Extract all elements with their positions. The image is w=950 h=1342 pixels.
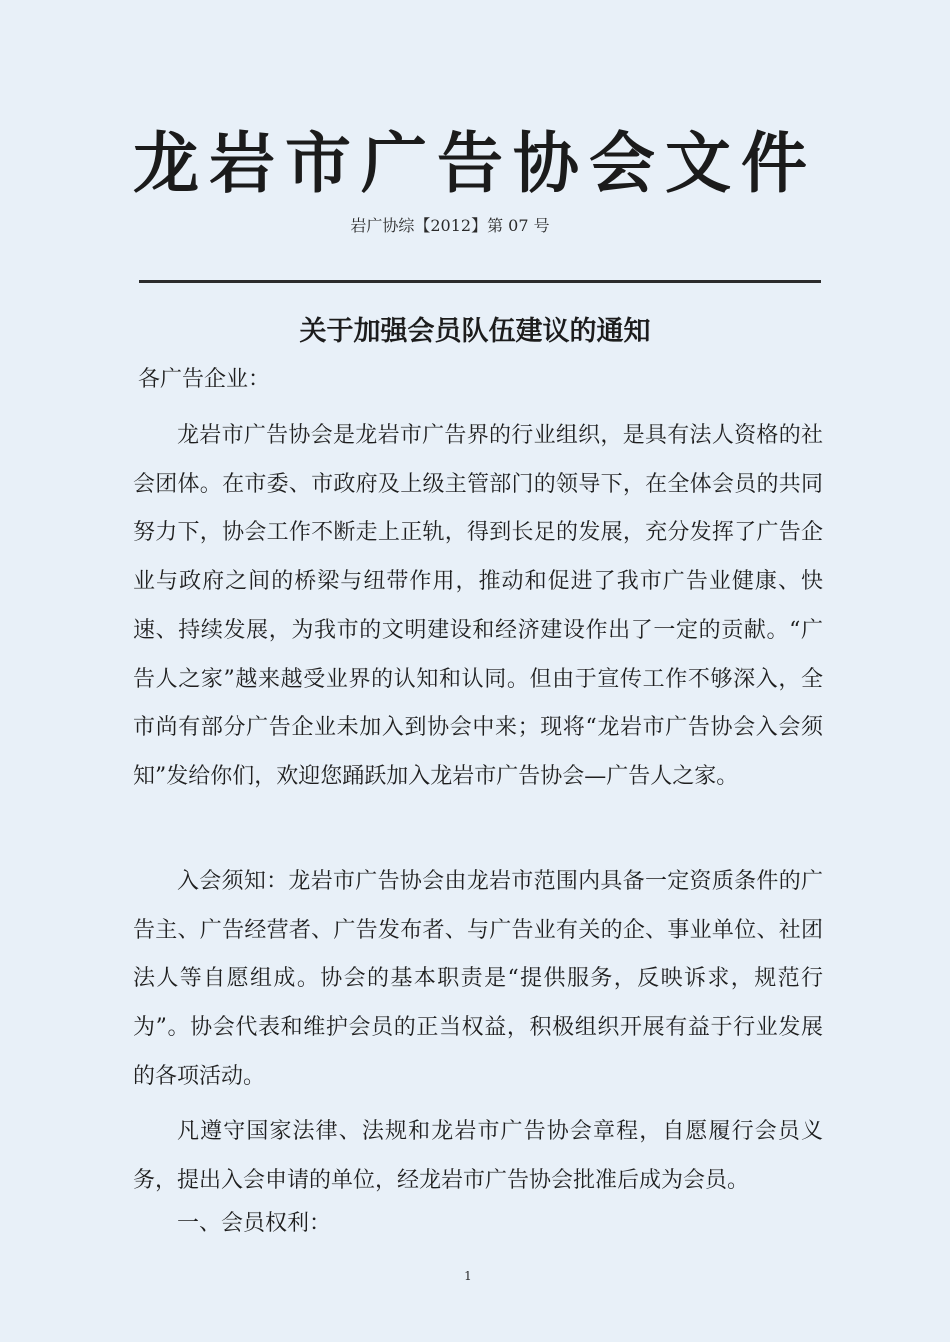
body-paragraph-3: 凡遵守国家法律、法规和龙岩市广告协会章程，自愿履行会员义务，提出入会申请的单位，经龙岩市广告协会批准后成为会员。	[133, 1119, 823, 1193]
salutation: 各广告企业：	[138, 367, 271, 392]
page-number: 1	[464, 1269, 472, 1283]
org-document-title: 龙岩市广告协会文件	[133, 124, 817, 202]
body-paragraph-2: 入会须知：龙岩市广告协会由龙岩市范围内具备一定资质条件的广告主、广告经营者、广告发布者、与广告业有关的企、事业单位、社团法人等自愿组成。协会的基本职责是“提供服务，反映诉求，规范行为”。协会代表和维护会员的正当权益，积极组织开展有益于行业发展的各项活动。	[133, 869, 823, 1089]
section-heading-member-rights: 一、会员权利：	[177, 1211, 332, 1236]
document-number: 岩广协综【2012】第 07 号	[350, 216, 550, 235]
body-paragraph-1: 龙岩市广告协会是龙岩市广告界的行业组织，是具有法人资格的社会团体。在市委、市政府及上级主管部门的领导下，在全体会员的共同努力下，协会工作不断走上正轨，得到长足的发展，充分发挥了广告企业与政府之间的桥梁与纽带作用，推动和促进了我市广告业健康、快速、持续发展，为我市的文明建设和经济建设作出了一定的贡献。“广告人之家”越来越受业界的认知和认同。但由于宣传工作不够深入，全市尚有部分广告企业未加入到协会中来；现将“龙岩市广告协会入会须知”发给你们，欢迎您踊跃加入龙岩市广告协会—广告人之家。	[133, 423, 823, 789]
notice-title: 关于加强会员队伍建议的通知	[299, 316, 651, 347]
header-divider	[139, 280, 821, 283]
